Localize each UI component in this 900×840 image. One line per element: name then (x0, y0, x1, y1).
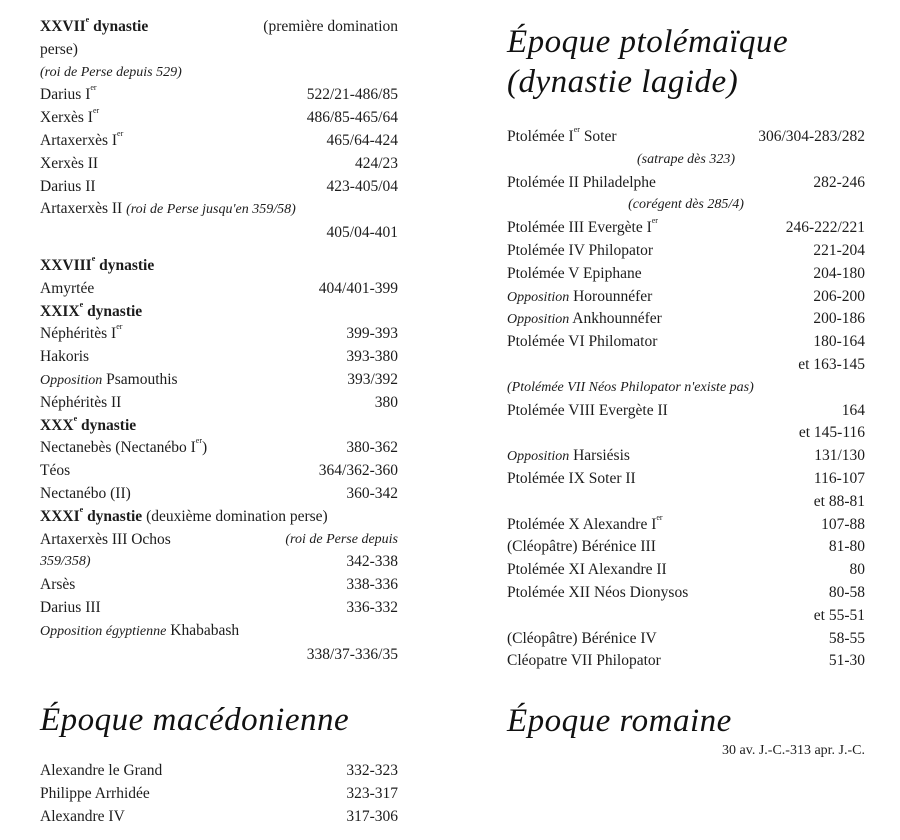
reign-dates: 246-222/221 (785, 219, 865, 237)
ruler-name: Ptolémée X Alexandre Ier (507, 512, 663, 533)
ruler-name: Ptolémée VI Philomator (507, 333, 658, 351)
dynasty-30-heading: XXXe dynastie (40, 413, 137, 434)
ruler-name: Xerxès II (40, 154, 99, 172)
reign-dates: 80 (849, 561, 865, 579)
macedonian-row (40, 760, 398, 783)
reign-dates: et 55-51 (813, 606, 865, 624)
ptolemaic-row (507, 331, 865, 354)
dynasty-29-heading: XXIXe dynastie (40, 299, 143, 320)
reign-dates: 399-393 (346, 325, 398, 343)
ruler-name: Nectanebès (Nectanébo Ier) (40, 436, 208, 457)
opposition-label: Opposition (507, 312, 570, 328)
ptolemaic-row (507, 240, 865, 263)
reign-dates: 424/23 (354, 154, 398, 172)
reign-dates: 282-246 (813, 173, 865, 191)
right-column (507, 0, 865, 761)
ruler-name: Ptolémée II Philadelphe (507, 173, 656, 191)
reign-dates: 116-107 (813, 469, 865, 487)
reign-dates: et 88-81 (813, 492, 865, 510)
dynasty-27-row (40, 153, 398, 176)
khababash-row: Opposition égyptienne Khababash (40, 621, 240, 639)
ruler-name: Darius III (40, 598, 101, 616)
ruler-name: Ptolémée III Evergète Ier (507, 216, 658, 237)
ptolemaic-title-line2: (dynastie lagide) (507, 64, 739, 100)
dynasty-30-row (40, 483, 398, 506)
reign-dates: 51-30 (828, 652, 865, 670)
dynasty-30-row (40, 437, 398, 460)
artaxerxes-2-row: Artaxerxès II (roi de Perse jusqu'en 359/58) (40, 200, 296, 218)
dynasty-28-row (40, 278, 398, 301)
note-text: (roi de Perse depuis 529) (40, 64, 182, 80)
ptolemaic-row (507, 445, 865, 468)
ruler-name: Ptolémée VIII Evergète II (507, 401, 668, 419)
dynasty-29-row (40, 323, 398, 346)
reign-dates: 317-306 (346, 807, 398, 825)
ruler-name: Ptolémée XI Alexandre II (507, 561, 667, 579)
ptolemaic-row (507, 491, 865, 514)
roman-title: Époque romaine (507, 703, 732, 740)
reign-dates: 338-336 (346, 576, 398, 594)
reign-dates: 380 (374, 393, 398, 411)
ptolemaic-row (507, 377, 865, 400)
ruler-name: Arsès (40, 576, 76, 594)
reign-dates: 306/304-283/282 (758, 128, 865, 145)
reign-dates: 323-317 (346, 785, 398, 803)
ptolemaic-row (507, 582, 865, 605)
ptolemaic-row (507, 536, 865, 559)
opposition-label: Opposition (507, 449, 570, 465)
reign-dates: 200-186 (813, 310, 865, 328)
reign-dates: 204-180 (813, 264, 865, 282)
ruler-name: Ptolémée IX Soter II (507, 469, 636, 487)
ptolemaic-row (507, 126, 865, 149)
macedonian-row (40, 783, 398, 806)
dynasty-27-heading: XXVIIe dynastie (première domination (40, 15, 398, 35)
reign-dates: 393-380 (346, 348, 398, 366)
note-text: (satrape dès 323) (637, 151, 735, 167)
ruler-name: Ptolémée Ier Soter (507, 125, 617, 145)
ruler-name: (Cléopâtre) Bérénice IV (507, 629, 657, 647)
note-text: (corégent dès 285/4) (628, 197, 744, 213)
dynasty-31-heading: XXXIe dynastie (deuxième domination perse) (40, 504, 328, 525)
ruler-name: Cléopatre VII Philopator (507, 652, 661, 670)
dynasty-29-row (40, 346, 398, 369)
ptolemaic-row (507, 650, 865, 673)
opposition-label: Opposition (40, 372, 103, 388)
reign-dates: 332-323 (346, 762, 398, 780)
reign-dates: 380-362 (346, 439, 398, 457)
dynasty-27-row (40, 130, 398, 153)
ptolemaic-row (507, 400, 865, 423)
ruler-name: Hakoris (40, 348, 90, 366)
dynasty-29-row (40, 392, 398, 415)
ptolemaic-row (507, 286, 865, 309)
reign-dates: 206-200 (813, 287, 865, 305)
ptolemaic-row (507, 605, 865, 628)
roman-dates: 30 av. J.-C.-313 apr. J.-C. (722, 743, 865, 759)
ruler-name: Néphéritès II (40, 393, 122, 411)
dynasty-28-heading: XXVIIIe dynastie (40, 253, 155, 274)
ruler-name: Alexandre IV (40, 807, 125, 825)
dynasty-31-row (40, 597, 398, 620)
reign-dates: 180-164 (813, 333, 865, 351)
ruler-name: Ptolémée IV Philopator (507, 241, 654, 259)
ptolemaic-title-line1: Époque ptolémaïque (507, 24, 789, 60)
ptolemaic-row (507, 172, 865, 195)
ruler-name: Darius II (40, 177, 96, 195)
ruler-name: Philippe Arrhidée (40, 785, 150, 803)
dynasty-31-row (40, 574, 398, 597)
ruler-name: Nectanébo (II) (40, 484, 131, 502)
ptolemaic-row (507, 149, 865, 172)
dynasty-27-row (40, 176, 398, 199)
dynasty-29-row (40, 369, 398, 392)
ptolemaic-row (507, 194, 865, 217)
khababash-dates: 338/37-336/35 (306, 645, 398, 663)
ruler-name: Téos (40, 462, 71, 480)
ruler-name: Néphéritès Ier (40, 322, 123, 343)
artaxerxes-2-dates: 405/04-401 (326, 224, 398, 242)
ruler-name: Darius Ier (40, 83, 97, 104)
dynasty-27-note-end: perse) (40, 40, 78, 58)
reign-dates: 465/64-424 (326, 131, 398, 149)
macedonian-title: Époque macédonienne (40, 702, 350, 739)
reign-dates: et 163-145 (798, 355, 865, 373)
macedonian-row (40, 806, 398, 829)
ruler-name: Xerxès Ier (40, 106, 100, 127)
ruler-name: Opposition Ankhounnéfer (507, 310, 662, 328)
reign-dates: 131/130 (814, 447, 865, 465)
opposition-label: Opposition (507, 289, 570, 305)
ruler-name: Opposition Harsiésis (507, 447, 630, 465)
ptolemaic-row (507, 559, 865, 582)
ruler-name: Alexandre le Grand (40, 762, 163, 780)
reign-dates: 522/21-486/85 (306, 86, 398, 104)
reign-dates: 107-88 (821, 515, 865, 533)
ruler-name: (Cléopâtre) Bérénice III (507, 538, 656, 556)
ruler-name: Opposition Psamouthis (40, 370, 178, 388)
ruler-name: Ptolémée XII Néos Dionysos (507, 583, 689, 601)
artaxerxes-3-dates: 359/358) 342-338 (40, 553, 398, 571)
dynasty-27-row (40, 62, 398, 85)
ptolemaic-row (507, 217, 865, 240)
ruler-name: Amyrtée (40, 279, 95, 297)
ruler-name: Opposition Horounnéfer (507, 287, 653, 305)
reign-dates: 360-342 (346, 484, 398, 502)
reign-dates: et 145-116 (798, 424, 865, 442)
reign-dates: 81-80 (828, 538, 865, 556)
reign-dates: 364/362-360 (318, 462, 398, 480)
ptolemaic-row (507, 468, 865, 491)
dynasty-30-row (40, 460, 398, 483)
ptolemaic-row (507, 263, 865, 286)
reign-dates: 221-204 (813, 241, 865, 259)
ptolemaic-row (507, 514, 865, 537)
ruler-name: Ptolémée V Epiphane (507, 264, 642, 282)
artaxerxes-3-row: Artaxerxès III Ochos (roi de Perse depuis (40, 530, 398, 548)
reign-dates: 423-405/04 (326, 177, 398, 195)
ptolemaic-row (507, 422, 865, 445)
reign-dates: 404/401-399 (318, 279, 398, 297)
reign-dates: 164 (841, 401, 865, 419)
ptolemaic-row (507, 354, 865, 377)
dynasty-27-row (40, 84, 398, 107)
ruler-name: Artaxerxès Ier (40, 128, 124, 149)
ptolemaic-row (507, 308, 865, 331)
reign-dates: 58-55 (828, 629, 865, 647)
reign-dates: 486/85-465/64 (306, 109, 398, 127)
reign-dates: 336-332 (346, 598, 398, 616)
reign-dates: 393/392 (347, 370, 398, 388)
dynasty-27-row (40, 107, 398, 130)
reign-dates: 80-58 (828, 583, 865, 601)
left-column (40, 0, 398, 829)
note-text: (Ptolémée VII Néos Philopator n'existe pas) (507, 379, 754, 395)
ptolemaic-row (507, 628, 865, 651)
